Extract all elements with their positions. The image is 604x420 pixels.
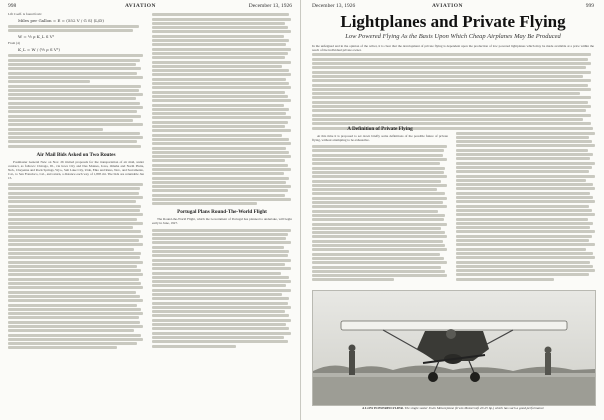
caption-lead: A LOW POWERED FLIER. xyxy=(362,406,404,410)
left-page-number: 998 xyxy=(8,3,17,9)
airplane-image xyxy=(313,291,595,405)
right-page xyxy=(302,0,604,420)
formula-1: Miles per Gallon = E = (552 V / G S) (L/D) xyxy=(18,18,104,24)
lightplane-photograph xyxy=(312,290,596,406)
section-heading: A Definition of Private Flying xyxy=(347,126,413,132)
article-air-mail-paragraph: Postmaster General New on Nov. 26 invited proposals for the transportation of air mail, under contract, as follows: Chicago, Ill., via Iowa City and Des Moines, Iowa, Omaha and North Platte, Neb., Cheyenne and Rock Springs, Wyo., Salt Lake City, Utah, Elko and Reno, Nev., and Sacramento, Cal., to San Francisco, Cal., and return, a distance each way of 1,895 mi. The bids are returnable Jan 15. xyxy=(8,159,144,181)
left-running-title: AVIATION xyxy=(125,3,156,9)
formula-2: W = ½ ρ K_L S V² xyxy=(18,34,55,40)
right-column-1 xyxy=(312,126,448,283)
article-lede xyxy=(312,44,594,131)
article-subheadline: Low Powered Flying As the Basis Upon Which Cheap Airplanes May Be Produced xyxy=(345,33,561,40)
article-title-air-mail: Air Mail Bids Asked on Two Routes xyxy=(36,151,116,158)
left-column-1 xyxy=(8,12,144,351)
article-portugal-paragraph: The Round-the-World Flight, which the Government of Portugal has planned to undertake, will begin early in June, 1927. xyxy=(152,217,292,226)
article-title-portugal: Portugal Plans Round-The-World Flight xyxy=(177,209,267,216)
right-page-number: 999 xyxy=(585,3,594,9)
formula-intro: Lift Coeff. is found from: xyxy=(8,12,42,16)
formula-4: K_L = W / (½ ρ S V²) xyxy=(18,47,60,53)
article-headline: Lightplanes and Private Flying xyxy=(340,12,566,31)
left-date: December 13, 1926 xyxy=(248,3,292,9)
lede-text: In the unfeigned and in the opinion of the writer, it is clear that the development of private flying is dependent upon the production of low powered lightplanes which may be made available at a price within the reach of the individual private owner. xyxy=(312,44,594,53)
caption-text: The single seater Irwin Meteorplane (Irwin Motorcraft 20-25 hp.) which has such a good performance xyxy=(404,406,544,410)
photo-caption xyxy=(312,406,594,410)
left-column-2 xyxy=(152,12,292,349)
left-page xyxy=(0,0,301,420)
section-text: At this time it is proposed to set down briefly some definitions of the possible future of private flying, without attempting to be exhaustive. xyxy=(312,134,448,143)
formula-3: From (4) xyxy=(8,41,20,46)
right-date: December 13, 1926 xyxy=(312,3,356,9)
right-column-2 xyxy=(456,126,596,282)
right-running-title: AVIATION xyxy=(432,3,463,9)
